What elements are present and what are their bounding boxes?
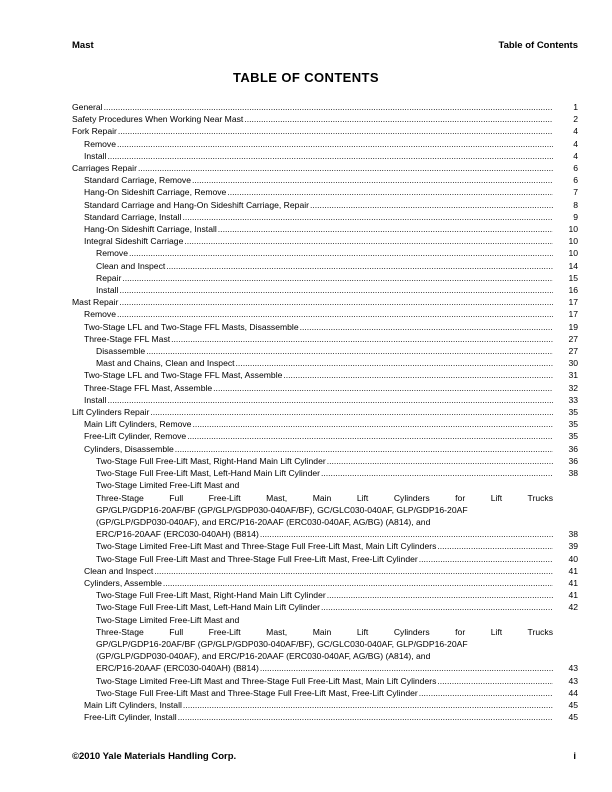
toc-entry-text: Clean and Inspect [96, 260, 166, 271]
toc-entry[interactable] [72, 430, 578, 442]
toc-dot-leader [117, 308, 553, 320]
toc-entry-text: Free-Lift Cylinder, Remove [84, 431, 187, 442]
toc-dot-leader [119, 284, 553, 296]
toc-page-number: 41 [568, 590, 578, 601]
toc-entry-text: Remove [96, 248, 128, 259]
toc-page-number: 41 [568, 577, 578, 588]
toc-entry[interactable] [72, 125, 578, 137]
toc-dot-leader [175, 443, 553, 455]
toc-entry[interactable] [72, 711, 578, 723]
toc-entry[interactable] [72, 186, 578, 198]
toc-dot-leader [437, 675, 553, 687]
header-section-title: Mast [72, 40, 94, 51]
toc-entry-text: Carriages Repair [72, 163, 137, 174]
toc-entry[interactable] [72, 138, 578, 150]
toc-dot-leader [419, 687, 553, 699]
toc-entry[interactable] [72, 113, 578, 125]
toc-dot-leader [138, 162, 553, 174]
toc-dot-leader [310, 199, 553, 211]
toc-dot-leader [327, 589, 553, 601]
toc-page-number: 38 [568, 529, 578, 540]
toc-page-number: 31 [568, 370, 578, 381]
toc-entry[interactable] [72, 308, 578, 320]
toc-page-number: 44 [568, 687, 578, 698]
toc-dot-leader [300, 321, 553, 333]
toc-entry[interactable] [72, 369, 578, 381]
toc-entry[interactable] [72, 540, 578, 552]
toc-entry[interactable] [72, 272, 578, 284]
toc-page-number: 45 [568, 699, 578, 710]
toc-entry-text: (GP/GLP/GDP030-040AF), and ERC/P16-20AAF (ERC030-040AF, AG/BG) (A814), and [96, 651, 431, 662]
toc-entry[interactable] [72, 577, 578, 589]
toc-entry-text: Main Lift Cylinders, Install [84, 699, 182, 710]
page-title: TABLE OF CONTENTS [233, 70, 379, 85]
toc-page-number: 1 [573, 102, 578, 112]
header-document-part: Table of Contents [498, 40, 578, 51]
toc-page-number: 38 [568, 468, 578, 479]
toc-entry[interactable] [72, 260, 578, 272]
toc-entry-text: Safety Procedures When Working Near Mast [72, 114, 244, 125]
toc-entry-text: Standard Carriage and Hang-On Sideshift Carriage, Repair [84, 199, 309, 210]
toc-dot-leader [327, 455, 553, 467]
toc-entry [72, 614, 578, 626]
toc-entry[interactable] [72, 601, 578, 613]
toc-entry[interactable] [72, 699, 578, 711]
toc-entry-text: Cylinders, Disassemble [84, 443, 174, 454]
toc-entry-text: ERC/P16-20AAF (ERC030-040AH) (B814) [96, 663, 259, 674]
toc-entry-text: Lift Cylinders Repair [72, 407, 150, 418]
toc-entry[interactable] [72, 675, 578, 687]
toc-page-number: 36 [568, 455, 578, 466]
toc-entry-text: Two-Stage Limited Free-Lift Mast and Three-Stage Full Free-Lift Mast, Main Lift Cylinders [96, 675, 437, 686]
toc-entry-text: Three-Stage FFL Mast, Assemble [84, 382, 213, 393]
toc-entry[interactable] [72, 321, 578, 333]
toc-entry[interactable] [72, 357, 578, 369]
toc-page-number: 4 [573, 126, 578, 137]
toc-dot-leader [260, 528, 553, 540]
toc-dot-leader [227, 186, 553, 198]
toc-entry-text: Three-Stage Full Free-Lift Mast, Main Lift Cylinders for Lift Trucks [96, 626, 553, 637]
toc-entry-text: Two-Stage Full Free-Lift Mast, Left-Hand Main Lift Cylinder [96, 602, 320, 613]
toc-dot-leader [321, 601, 553, 613]
toc-entry[interactable] [72, 565, 578, 577]
toc-entry[interactable] [72, 174, 578, 186]
toc-entry-text: Hang-On Sideshift Carriage, Install [84, 224, 217, 235]
toc-entry-text: Three-Stage FFL Mast [84, 333, 171, 344]
toc-page-number: 35 [568, 419, 578, 430]
toc-dot-leader [437, 540, 553, 552]
toc-entry-text: Two-Stage Limited Free-Lift Mast and [96, 480, 240, 491]
toc-dot-leader [260, 662, 553, 674]
toc-page-number: 33 [568, 394, 578, 405]
toc-entry-text: Two-Stage Full Free-Lift Mast, Left-Hand Main Lift Cylinder [96, 468, 320, 479]
toc-entry [72, 516, 578, 528]
toc-page-number: 17 [568, 297, 578, 308]
toc-page-number: 4 [573, 150, 578, 161]
toc-dot-leader [182, 211, 553, 223]
toc-page-number: 15 [568, 272, 578, 283]
toc-dot-leader [187, 430, 553, 442]
toc-dot-leader [192, 174, 553, 186]
toc-entry-text: Two-Stage Full Free-Lift Mast, Right-Hand Main Lift Cylinder [96, 455, 326, 466]
toc-entry[interactable] [72, 235, 578, 247]
toc-dot-leader [122, 272, 553, 284]
toc-dot-leader [163, 577, 553, 589]
toc-entry[interactable] [72, 101, 578, 113]
toc-page-number: 10 [568, 224, 578, 235]
toc-entry[interactable] [72, 455, 578, 467]
toc-dot-leader [236, 357, 553, 369]
toc-dot-leader [192, 418, 553, 430]
toc-entry[interactable] [72, 687, 578, 699]
toc-entry[interactable] [72, 382, 578, 394]
toc-dot-leader [107, 150, 553, 162]
toc-entry-text: Disassemble [96, 346, 146, 357]
toc-entry-text: Standard Carriage, Install [84, 211, 182, 222]
toc-entry [72, 479, 578, 491]
toc-dot-leader [146, 345, 553, 357]
toc-page-number: 40 [568, 553, 578, 564]
toc-entry-text: Fork Repair [72, 126, 117, 137]
toc-entry [72, 626, 578, 638]
toc-entry-text: Two-Stage Limited Free-Lift Mast and [96, 614, 240, 625]
toc-page-number: 2 [573, 114, 578, 125]
toc-dot-leader [166, 260, 553, 272]
toc-dot-leader [104, 101, 553, 113]
toc-entry-text: Two-Stage LFL and Two-Stage FFL Masts, Disassemble [84, 321, 299, 332]
toc-dot-leader [183, 699, 553, 711]
toc-entry[interactable] [72, 553, 578, 565]
toc-page-number: 45 [568, 712, 578, 723]
toc-entry-text: ERC/P16-20AAF (ERC030-040AH) (B814) [96, 529, 259, 540]
toc-dot-leader [117, 138, 553, 150]
toc-page-number: 35 [568, 431, 578, 442]
toc-page-number: 43 [568, 663, 578, 674]
toc-entry-text: Repair [96, 272, 122, 283]
toc-dot-leader [129, 247, 553, 259]
toc-entry-text: Clean and Inspect [84, 565, 154, 576]
toc-page-number: 39 [568, 541, 578, 552]
toc-entry-text: (GP/GLP/GDP030-040AF), and ERC/P16-20AAF (ERC030-040AF, AG/BG) (A814), and [96, 516, 431, 527]
toc-entry[interactable] [72, 284, 578, 296]
toc-entry[interactable] [72, 589, 578, 601]
toc-entry-text: Cylinders, Assemble [84, 577, 162, 588]
toc-page-number: 6 [573, 163, 578, 174]
toc-dot-leader [154, 565, 553, 577]
toc-page-number: 6 [573, 175, 578, 186]
toc-page-number: 27 [568, 346, 578, 357]
toc-entry[interactable] [72, 162, 578, 174]
toc-dot-leader [419, 553, 553, 565]
toc-entry-text: Main Lift Cylinders, Remove [84, 419, 192, 430]
toc-page-number: 27 [568, 333, 578, 344]
footer-page-number: i [573, 751, 576, 762]
toc-entry[interactable] [72, 333, 578, 345]
toc-entry-text: GP/GLP/GDP16-20AF/BF (GP/GLP/GDP030-040AF/BF), GC/GLC030-040AF, GLP/GDP16-20AF [96, 638, 468, 649]
toc-entry-text: Two-Stage Full Free-Lift Mast, Right-Hand Main Lift Cylinder [96, 590, 326, 601]
toc-dot-leader [107, 394, 553, 406]
table-of-contents [72, 101, 578, 723]
toc-entry[interactable] [72, 199, 578, 211]
toc-entry [72, 504, 578, 516]
toc-entry[interactable] [72, 223, 578, 235]
toc-entry[interactable] [72, 467, 578, 479]
toc-entry [72, 492, 578, 504]
toc-dot-leader [171, 333, 553, 345]
toc-page-number: 35 [568, 407, 578, 418]
toc-page-number: 9 [573, 211, 578, 222]
toc-page-number: 17 [568, 309, 578, 320]
toc-entry[interactable] [72, 247, 578, 259]
toc-entry[interactable] [72, 150, 578, 162]
toc-dot-leader [184, 235, 553, 247]
toc-page-number: 19 [568, 321, 578, 332]
toc-entry-text: Hang-On Sideshift Carriage, Remove [84, 187, 227, 198]
toc-entry-text: Install [96, 285, 119, 296]
toc-entry[interactable] [72, 394, 578, 406]
toc-entry-text: Install [84, 150, 107, 161]
toc-entry-text: General [72, 102, 103, 112]
toc-dot-leader [244, 113, 553, 125]
toc-entry-text: Mast Repair [72, 297, 119, 308]
toc-dot-leader [213, 382, 553, 394]
toc-page-number: 7 [573, 187, 578, 198]
toc-page-number: 36 [568, 443, 578, 454]
toc-entry[interactable] [72, 662, 578, 674]
toc-entry-text: Mast and Chains, Clean and Inspect [96, 358, 235, 369]
toc-entry-text: Integral Sideshift Carriage [84, 236, 184, 247]
toc-dot-leader [178, 711, 553, 723]
toc-dot-leader [283, 369, 553, 381]
toc-dot-leader [321, 467, 553, 479]
toc-entry-text: GP/GLP/GDP16-20AF/BF (GP/GLP/GDP030-040AF/BF), GC/GLC030-040AF, GLP/GDP16-20AF [96, 504, 468, 515]
footer-copyright: ©2010 Yale Materials Handling Corp. [72, 751, 237, 762]
toc-entry-text: Standard Carriage, Remove [84, 175, 191, 186]
toc-entry-text: Remove [84, 138, 116, 149]
toc-dot-leader [118, 125, 553, 137]
toc-entry[interactable] [72, 528, 578, 540]
toc-entry [72, 650, 578, 662]
toc-entry [72, 638, 578, 650]
toc-entry[interactable] [72, 443, 578, 455]
toc-entry-text: Remove [84, 309, 116, 320]
toc-entry[interactable] [72, 406, 578, 418]
toc-page-number: 41 [568, 565, 578, 576]
toc-page-number: 32 [568, 382, 578, 393]
toc-page-number: 43 [568, 675, 578, 686]
toc-dot-leader [119, 296, 553, 308]
toc-page-number: 42 [568, 602, 578, 613]
toc-entry-text: Free-Lift Cylinder, Install [84, 712, 177, 723]
toc-entry-text: Install [84, 394, 107, 405]
toc-entry-text: Three-Stage Full Free-Lift Mast, Main Lift Cylinders for Lift Trucks [96, 492, 553, 503]
toc-page-number: 16 [568, 285, 578, 296]
toc-page-number: 10 [568, 236, 578, 247]
toc-page-number: 30 [568, 358, 578, 369]
toc-page-number: 4 [573, 138, 578, 149]
toc-entry-text: Two-Stage Full Free-Lift Mast and Three-Stage Full Free-Lift Mast, Free-Lift Cylinder [96, 687, 418, 698]
toc-entry[interactable] [72, 418, 578, 430]
toc-dot-leader [218, 223, 553, 235]
toc-page-number: 8 [573, 199, 578, 210]
toc-page-number: 10 [568, 248, 578, 259]
toc-dot-leader [150, 406, 553, 418]
toc-entry[interactable] [72, 211, 578, 223]
toc-entry-text: Two-Stage LFL and Two-Stage FFL Mast, Assemble [84, 370, 283, 381]
toc-entry-text: Two-Stage Limited Free-Lift Mast and Three-Stage Full Free-Lift Mast, Main Lift Cylinders [96, 541, 437, 552]
toc-entry[interactable] [72, 296, 578, 308]
toc-page-number: 14 [568, 260, 578, 271]
toc-entry-text: Two-Stage Full Free-Lift Mast and Three-Stage Full Free-Lift Mast, Free-Lift Cylinder [96, 553, 418, 564]
toc-entry[interactable] [72, 345, 578, 357]
